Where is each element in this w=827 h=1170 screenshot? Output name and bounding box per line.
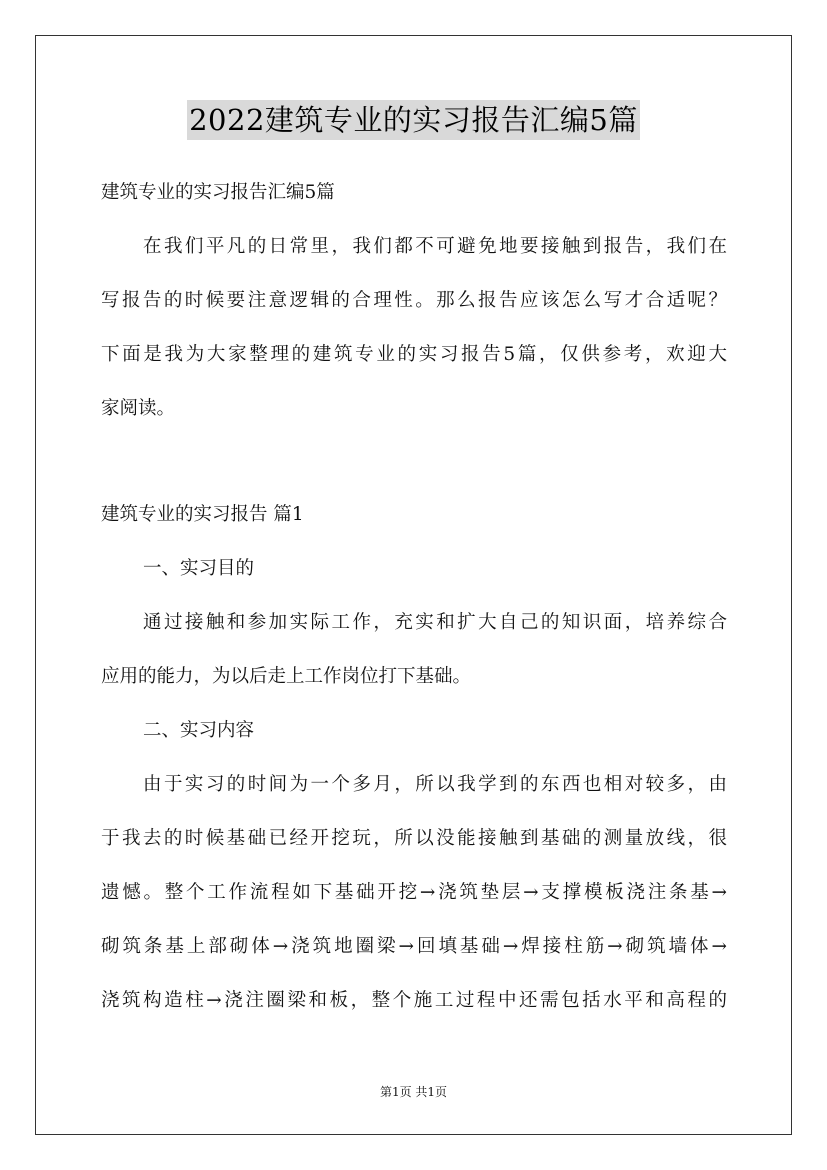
content-line: 于我去的时候基础已经开挖玩，所以没能接触到基础的测量放线，很 — [101, 828, 727, 849]
subtitle: 建筑专业的实习报告汇编5篇 — [101, 182, 335, 203]
content-line: 浇筑构造柱→浇注圈梁和板，整个施工过程中还需包括水平和高程的 — [101, 990, 727, 1011]
content-heading: 二、实习内容 — [143, 720, 255, 741]
content-line: 遗憾。整个工作流程如下基础开挖→浇筑垫层→支撑模板浇注条基→ — [101, 882, 727, 903]
page-number: 第1页 共1页 — [379, 1085, 448, 1099]
intro-line: 家阅读。 — [101, 398, 176, 419]
intro-line: 下面是我为大家整理的建筑专业的实习报告5篇，仅供参考，欢迎大 — [101, 344, 727, 365]
document-title: 2022建筑专业的实习报告汇编5篇 — [187, 100, 640, 140]
page-footer — [0, 1083, 827, 1100]
content-line: 由于实习的时间为一个多月，所以我学到的东西也相对较多，由 — [143, 774, 727, 795]
content-line: 砌筑条基上部砌体→浇筑地圈梁→回填基础→焊接柱筋→砌筑墙体→ — [101, 936, 727, 957]
paragraph-gap — [101, 444, 727, 496]
section-heading: 建筑专业的实习报告 篇1 — [101, 504, 304, 525]
purpose-line: 应用的能力，为以后走上工作岗位打下基础。 — [101, 666, 472, 687]
intro-line: 写报告的时候要注意逻辑的合理性。那么报告应该怎么写才合适呢？ — [101, 290, 727, 311]
title-area — [0, 100, 827, 140]
document-body — [101, 174, 727, 1036]
intro-line: 在我们平凡的日常里，我们都不可避免地要接触到报告，我们在 — [143, 236, 727, 257]
purpose-line: 通过接触和参加实际工作，充实和扩大自己的知识面，培养综合 — [143, 612, 727, 633]
purpose-heading: 一、实习目的 — [143, 558, 255, 579]
